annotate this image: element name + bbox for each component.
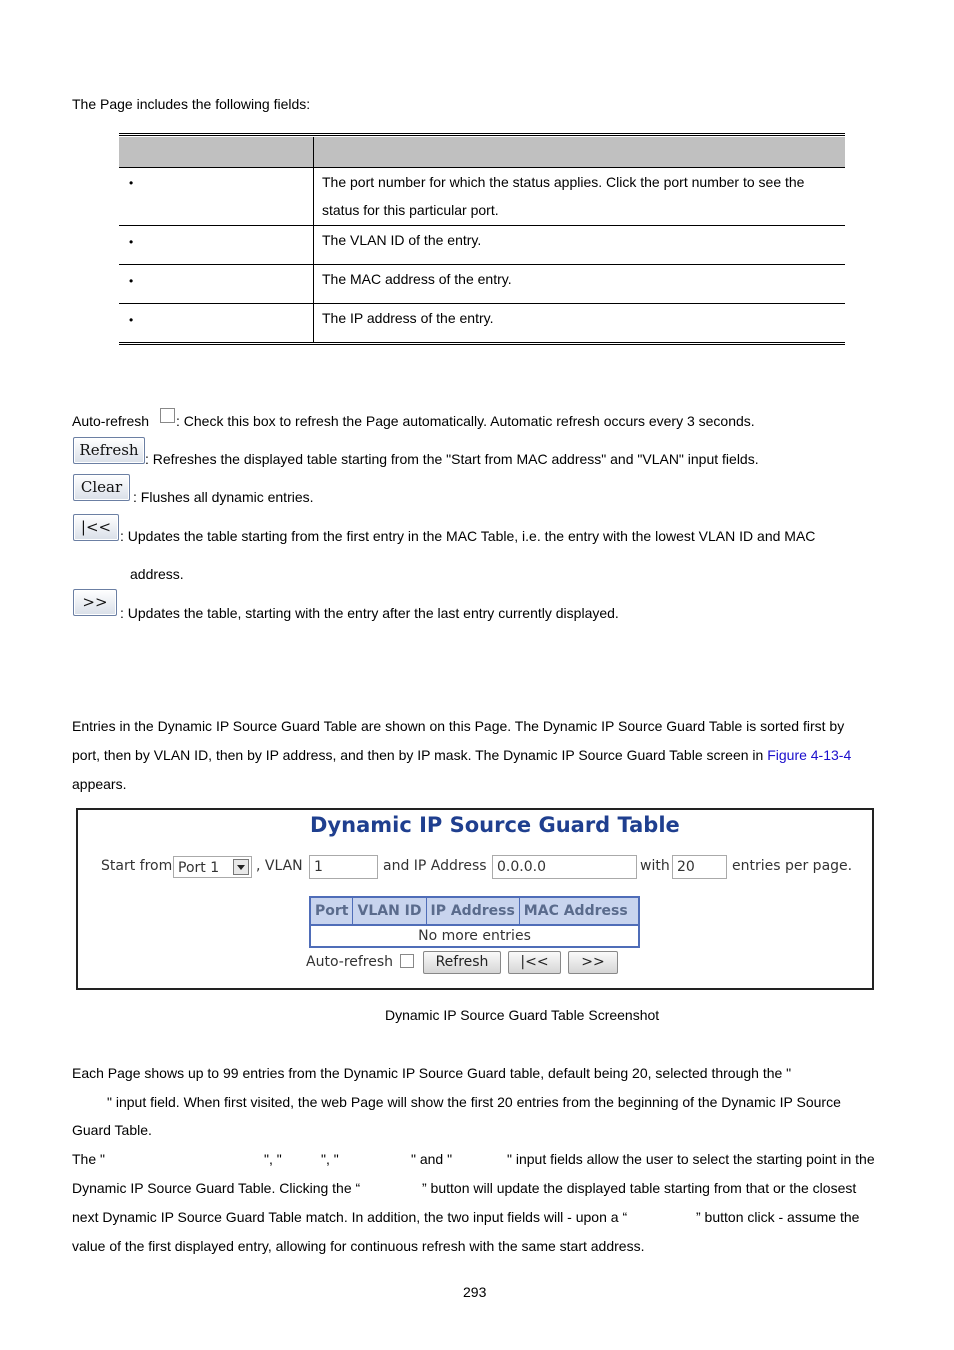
first-page-button-image: |<< xyxy=(73,514,119,541)
table-header-row xyxy=(119,137,845,168)
table-header-row xyxy=(311,898,638,926)
first-page-button[interactable]: |<< xyxy=(508,951,561,974)
clear-desc: : Flushes all dynamic entries. xyxy=(133,489,314,505)
with-label: with xyxy=(640,858,670,874)
body-text-part: ", " xyxy=(264,1151,282,1167)
vlan-input[interactable]: 1 xyxy=(309,855,378,879)
table-top-rule-2 xyxy=(119,135,845,136)
table-bottom-rule xyxy=(119,342,845,343)
first-page-desc: : Updates the table starting from the first entry in the MAC Table, i.e. the entry with the lowest VLAN ID and MAC xyxy=(120,528,816,544)
body-text-part: Dynamic IP Source Guard Table. Clicking the “ xyxy=(72,1180,361,1196)
column-header: Port xyxy=(311,898,353,924)
section-para-line xyxy=(72,745,851,765)
field-desc: status for this particular port. xyxy=(322,202,499,218)
body-text-line: Each Page shows up to 99 entries from the Dynamic IP Source Guard table, default being 20, selected through the " xyxy=(72,1065,792,1081)
body-text-line: Guard Table. xyxy=(72,1122,152,1138)
bullet: • xyxy=(129,274,134,288)
column-header: VLAN ID xyxy=(353,898,426,924)
page-number: 293 xyxy=(463,1284,487,1300)
bullet: • xyxy=(129,176,134,190)
body-text-part: next Dynamic IP Source Guard Table match. In addition, the two input fields will - upon a “ xyxy=(72,1209,628,1225)
ip-address-label: and IP Address xyxy=(383,858,487,874)
autorefresh-checkbox-image xyxy=(160,408,175,423)
body-text-part: ", " xyxy=(321,1151,339,1167)
body-text-part: " and " xyxy=(411,1151,453,1167)
refresh-button-image: Refresh xyxy=(73,437,145,464)
autorefresh-checkbox[interactable] xyxy=(400,954,414,968)
intro-text: The Page includes the following fields: xyxy=(72,96,311,112)
body-text-line: value of the first displayed entry, allowing for continuous refresh with the same start address. xyxy=(72,1238,645,1254)
column-header: MAC Address xyxy=(523,903,628,919)
figure-caption: Dynamic IP Source Guard Table Screenshot xyxy=(385,1007,660,1023)
start-from-label: Start from xyxy=(101,858,173,874)
table-row-divider xyxy=(119,225,845,226)
refresh-button[interactable]: Refresh xyxy=(423,951,501,974)
port-select[interactable] xyxy=(173,856,252,878)
bullet: • xyxy=(129,313,134,327)
section-para-line: appears. xyxy=(72,776,127,792)
body-text-part: The " xyxy=(72,1151,105,1167)
column-header: IP Address xyxy=(427,898,520,924)
field-desc: The MAC address of the entry. xyxy=(322,271,512,287)
section-para-text: port, then by VLAN ID, then by IP address, and then by IP mask. The Dynamic IP Source Guard Table screen in xyxy=(72,747,768,763)
field-desc: The port number for which the status applies. Click the port number to see the xyxy=(322,174,805,190)
ip-address-input[interactable]: 0.0.0.0 xyxy=(492,855,637,879)
vlan-label: , VLAN xyxy=(256,858,303,874)
entries-per-page-input[interactable]: 20 xyxy=(672,855,727,879)
body-text-line: " input field. When first visited, the web Page will show the first 20 entries from the beginning of the Dynamic IP Source xyxy=(107,1094,841,1110)
next-page-button-image: >> xyxy=(73,589,117,616)
table-bottom-rule-2 xyxy=(119,344,845,345)
first-page-desc-cont: address. xyxy=(130,566,184,582)
clear-button-image: Clear xyxy=(73,474,130,501)
next-page-desc: : Updates the table, starting with the entry after the last entry currently displayed. xyxy=(120,605,619,621)
body-text-part: ” button click - assume the xyxy=(696,1209,860,1225)
figure-link[interactable]: Figure 4-13-4 xyxy=(767,747,852,763)
autorefresh-label: Auto-refresh xyxy=(72,413,150,429)
body-text-part: " input fields allow the user to select the starting point in the xyxy=(507,1151,875,1167)
chevron-down-icon xyxy=(233,859,249,875)
bullet: • xyxy=(129,235,134,249)
body-text-line xyxy=(72,1149,105,1169)
next-page-button[interactable]: >> xyxy=(568,951,618,974)
section-para-line: Entries in the Dynamic IP Source Guard Table are shown on this Page. The Dynamic IP Source Guard Table is sorted first by xyxy=(72,718,845,734)
table-column-divider xyxy=(313,137,314,343)
screenshot-title: Dynamic IP Source Guard Table xyxy=(310,813,680,837)
table-top-rule xyxy=(119,133,845,134)
port-select-value: Port 1 xyxy=(178,860,220,876)
field-desc: The IP address of the entry. xyxy=(322,310,494,326)
source-guard-table xyxy=(309,896,640,948)
body-text-part: ” button will update the displayed table starting from that or the closest xyxy=(422,1180,857,1196)
field-desc: The VLAN ID of the entry. xyxy=(322,232,482,248)
autorefresh-label: Auto-refresh xyxy=(306,954,394,970)
autorefresh-desc: : Check this box to refresh the Page automatically. Automatic refresh occurs every 3 seconds. xyxy=(176,413,755,429)
empty-table-message: No more entries xyxy=(418,928,531,944)
entries-per-page-label: entries per page. xyxy=(732,858,853,874)
refresh-desc: : Refreshes the displayed table starting from the "Start from MAC address" and "VLAN" input fields. xyxy=(145,451,759,467)
